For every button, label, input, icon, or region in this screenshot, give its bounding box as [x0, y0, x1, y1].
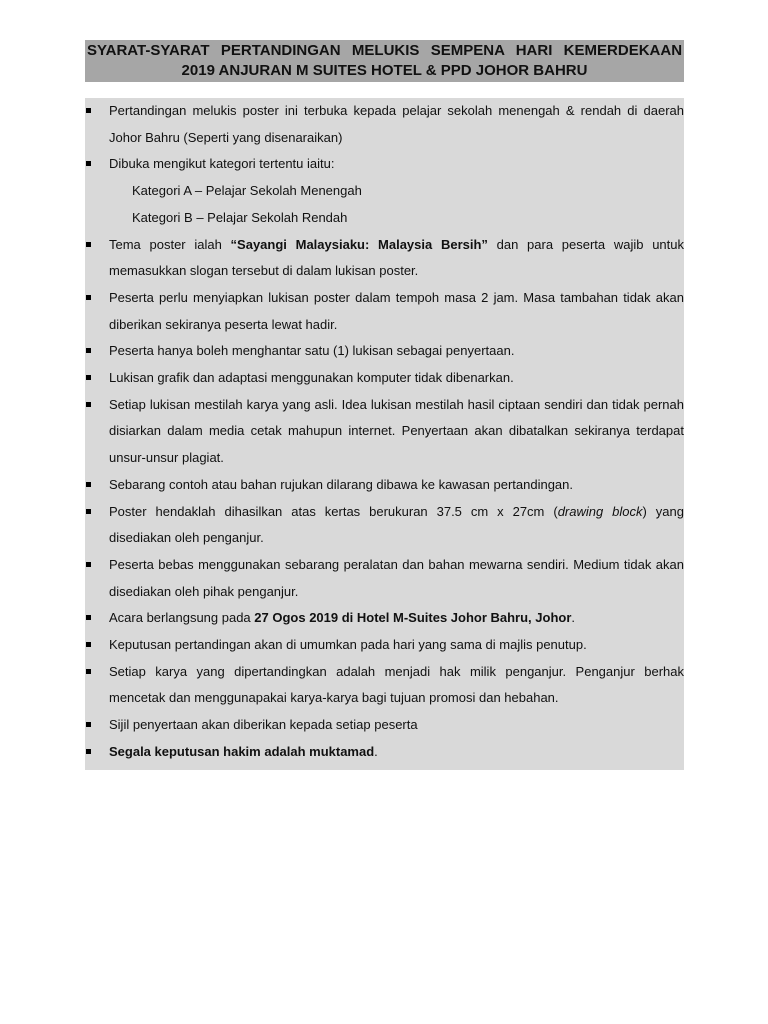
rule-text: Peserta bebas menggunakan sebarang peralatan dan bahan mewarna sendiri. Medium tidak akan disediakan oleh pihak penganjur. — [109, 556, 684, 599]
rule-item — [85, 285, 684, 338]
rule-text: Sebarang contoh atau bahan rujukan dilarang dibawa ke kawasan pertandingan. — [109, 476, 574, 492]
bullet-icon — [86, 749, 91, 754]
rule-text-bold: Segala keputusan hakim adalah muktamad — [109, 743, 375, 759]
bullet-icon — [86, 375, 91, 380]
rule-item — [85, 659, 684, 712]
rule-item — [85, 365, 684, 392]
rule-text-part: Poster hendaklah dihasilkan atas kertas berukuran 37.5 cm x 27cm ( — [109, 503, 558, 519]
rule-text-part: . — [374, 743, 378, 759]
rule-item — [85, 632, 684, 659]
bullet-icon — [86, 722, 91, 727]
rule-text-part: dan para peserta wajib untuk memasukkan slogan tersebut di dalam lukisan poster. — [109, 236, 684, 279]
rule-text — [109, 232, 684, 285]
bullet-icon — [86, 242, 91, 247]
rule-text: Sijil penyertaan akan diberikan kepada setiap peserta — [109, 717, 418, 733]
rule-text: Dibuka mengikut kategori tertentu iaitu: — [109, 156, 335, 172]
rule-text — [109, 605, 684, 632]
rule-item — [85, 151, 684, 231]
rule-text: Lukisan grafik dan adaptasi menggunakan komputer tidak dibenarkan. — [109, 370, 514, 386]
bullet-icon — [86, 509, 91, 514]
rule-item — [85, 605, 684, 632]
category-item: Kategori B – Pelajar Sekolah Rendah — [132, 209, 348, 225]
rule-text: Keputusan pertandingan akan di umumkan pada hari yang sama di majlis penutup. — [109, 637, 587, 653]
rule-text-bold: 27 Ogos 2019 di Hotel M-Suites Johor Bahru, Johor — [254, 610, 572, 626]
bullet-icon — [86, 348, 91, 353]
bullet-icon — [86, 402, 91, 407]
bullet-icon — [86, 482, 91, 487]
title-line-2: 2019 ANJURAN M SUITES HOTEL & PPD JOHOR BAHRU — [181, 62, 588, 79]
title-word: PERTANDINGAN — [220, 42, 341, 59]
rule-text: Setiap lukisan mestilah karya yang asli. Idea lukisan mestilah hasil ciptaan sendiri dan tidak pernah disiarkan dalam media cetak mahupun internet. Penyertaan akan dibatalkan sekiranya terdapat unsur-unsur plagiat. — [109, 396, 684, 466]
rule-text — [109, 739, 684, 766]
rule-item — [85, 552, 684, 605]
title-word: HARI KEMERDEKAAN — [515, 42, 683, 59]
rule-item — [85, 338, 684, 365]
rule-text: Pertandingan melukis poster ini terbuka kepada pelajar sekolah menengah & rendah di daerah Johor Bahru (Seperti yang disenaraikan) — [109, 103, 684, 145]
rule-text — [109, 499, 684, 552]
rule-item — [85, 712, 684, 739]
rule-item — [85, 472, 684, 499]
title-line-1 — [85, 41, 684, 61]
rule-item — [85, 392, 684, 472]
rule-text: Peserta perlu menyiapkan lukisan poster dalam tempoh masa 2 jam. Masa tambahan tidak akan diberikan sekiranya peserta lewat hadir. — [109, 289, 684, 332]
bullet-icon — [86, 642, 91, 647]
rule-item — [85, 232, 684, 285]
bullet-icon — [86, 562, 91, 567]
bullet-icon — [86, 161, 91, 166]
rule-text-part: . — [571, 610, 576, 626]
bullet-icon — [86, 615, 91, 620]
rule-text-bold: “Sayangi Malaysiaku: Malaysia Bersih” — [230, 236, 488, 252]
rule-item — [85, 739, 684, 766]
title-banner — [85, 40, 684, 82]
rules-list — [85, 98, 684, 766]
rule-text-part: ) yang disediakan oleh penganjur. — [109, 503, 684, 546]
rule-text: Peserta hanya boleh menghantar satu (1) lukisan sebagai penyertaan. — [109, 343, 515, 359]
rule-item — [85, 499, 684, 552]
rule-text-italic: drawing block — [557, 503, 643, 519]
rule-text-part: Acara berlangsung pada — [109, 610, 255, 626]
title-word: SYARAT-SYARAT — [87, 42, 210, 59]
category-item: Kategori A – Pelajar Sekolah Menengah — [132, 183, 362, 199]
rule-text: Setiap karya yang dipertandingkan adalah menjadi hak milik penganjur. Penganjur berhak mencetak dan menggunapakai karya-karya bagi tujuan promosi dan hebahan. — [109, 663, 684, 706]
rule-item — [85, 98, 684, 151]
bullet-icon — [86, 669, 91, 674]
bullet-icon — [86, 295, 91, 300]
rule-text-part: Tema poster ialah — [109, 236, 231, 252]
title-word: MELUKIS SEMPENA — [351, 42, 505, 59]
bullet-icon — [86, 108, 91, 113]
